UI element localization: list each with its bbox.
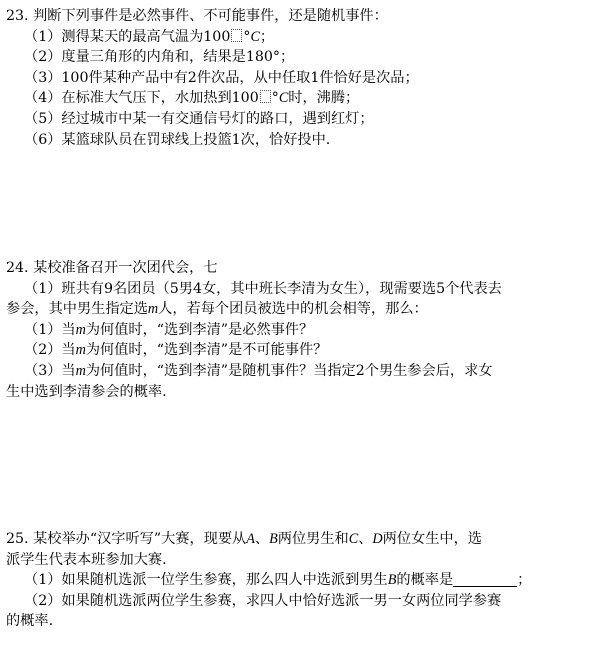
q24-sub-2: （2）当m为何值时，“选到李清”是不可能事件？ bbox=[24, 342, 328, 359]
q25-line-2: 派学生代表本班参加大赛. bbox=[6, 551, 167, 568]
question-23 bbox=[6, 6, 586, 150]
q25-line-5: 的概率. bbox=[6, 613, 54, 630]
q25-sub-2: （2）如果随机选派两位学生参赛，求四人中恰好选派一男一女两位同学参赛 bbox=[24, 592, 502, 609]
q23-title: 23. 判断下列事件是必然事件、不可能事件，还是随机事件： bbox=[6, 8, 388, 24]
q24-line-6: 生中选到李清参会的概率. bbox=[6, 383, 167, 400]
q25-sub-1: （1）如果随机选派一位学生参赛，那么四人中选派到男生B的概率是 ； bbox=[24, 572, 532, 589]
answer-blank[interactable] bbox=[453, 572, 517, 587]
q23-item-5: （5）经过城市中某一有交通信号灯的路口，遇到红灯； bbox=[24, 110, 374, 127]
q24-line-1: （1）班共有9名团员（5男4女，其中班长李清为女生），现需要选5个代表去 bbox=[24, 280, 502, 297]
question-24 bbox=[6, 258, 586, 402]
q23-item-6: （6）某篮球队员在罚球线上投篮1次，恰好投中. bbox=[24, 131, 331, 148]
q23-item-2: （2）度量三角形的内角和，结果是180°； bbox=[24, 49, 295, 66]
q24-sub-1: （1）当m为何值时，“选到李清”是必然事件？ bbox=[24, 321, 314, 338]
q24-title: 24. 某校准备召开一次团代会，七 bbox=[6, 260, 218, 276]
placeholder-box-icon bbox=[260, 90, 271, 103]
placeholder-box-icon bbox=[231, 29, 242, 42]
q24-sub-3: （3）当m为何值时，“选到李清”是随机事件？当指定2个男生参会后，求女 bbox=[24, 362, 493, 379]
q23-item-1: （1）测得某天的最高气温为100 °C； bbox=[24, 28, 275, 45]
q23-item-3: （3）100件某种产品中有2件次品，从中任取1件恰好是次品； bbox=[24, 69, 419, 86]
question-25 bbox=[6, 529, 586, 632]
q25-title: 25. 某校举办“汉字听写”大赛，现要从A、B两位男生和C、D两位女生中，选 bbox=[6, 531, 482, 547]
q23-item-4: （4）在标准大气压下，水加热到100 °C时，沸腾； bbox=[24, 90, 360, 107]
q24-line-2: 参会，其中男生指定选m人，若每个团员被选中的机会相等，那么： bbox=[6, 301, 428, 318]
